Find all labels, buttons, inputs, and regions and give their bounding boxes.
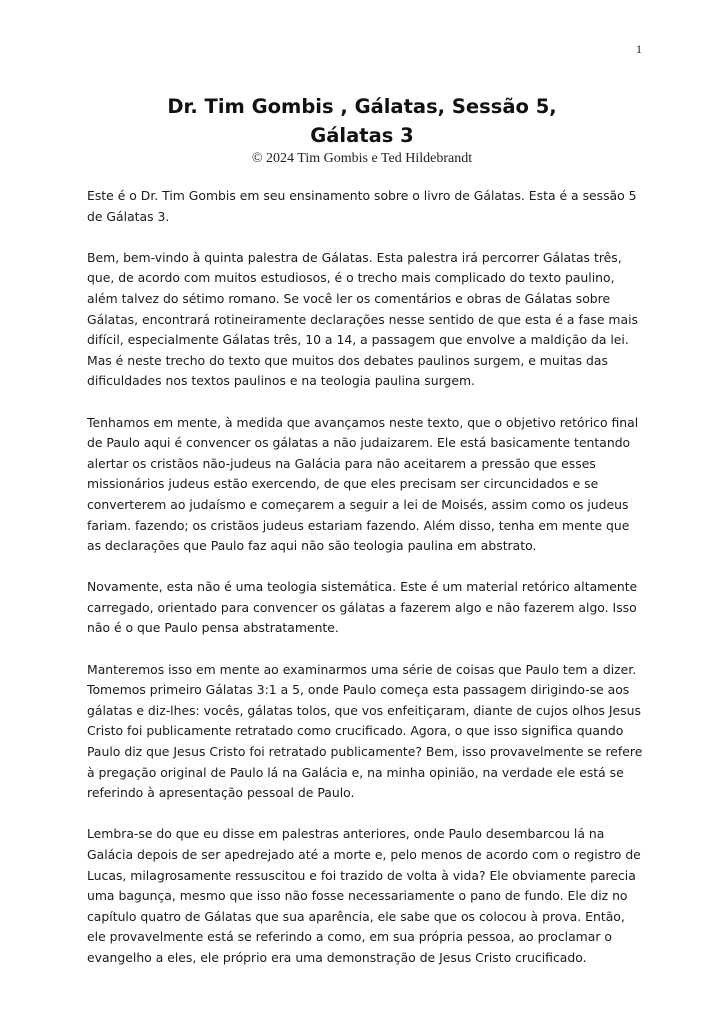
- paragraph: Tenhamos em mente, à medida que avançamos neste texto, que o objetivo retórico final de Paulo aqui é convencer os gálatas a não judaizarem. Ele está basicamente tentando alertar os cristãos não-judeus na Galácia para não aceitarem a pressão que esses missionários judeus estão exercendo, de que eles precisam ser circuncidados e se converterem ao judaísmo e começarem a seguir a lei de Moisés, assim como os judeus fariam. fazendo; os cristãos judeus estariam fazendo. Além disso, tenha em mente que as declarações que Paulo faz aqui não são teologia paulina em abstrato.: [87, 414, 639, 554]
- copyright-line: © 2024 Tim Gombis e Ted Hildebrandt: [251, 151, 473, 166]
- body-text: [87, 186, 645, 989]
- paragraph: Novamente, esta não é uma teologia sistemática. Este é um material retórico altamente carregado, orientado para convencer os gálatas a fazerem algo e não fazerem algo. Isso não é o que Paulo pensa abstratamente.: [87, 579, 638, 636]
- paragraph: Manteremos isso em mente ao examinarmos uma série de coisas que Paulo tem a dizer. Tomemos primeiro Gálatas 3:1 a 5, onde Paulo começa esta passagem dirigindo-se aos gálatas e diz-lhes: vocês, gálatas tolos, que vos enfeitiçaram, diante de cujos olhos Jesus Cristo foi publicamente retratado como crucificado. Agora, o que isso significa quando Paulo diz que Jesus Cristo foi retratado publicamente? Bem, isso provavelmente se refere à pregação original de Paulo lá na Galácia e, na minha opinião, na verdade ele está se referindo à apresentação pessoal de Paulo.: [87, 661, 643, 801]
- paragraph: Lembra-se do que eu disse em palestras anteriores, onde Paulo desembarcou lá na Galácia depois de ser apedrejado até a morte e, pelo menos de acordo com o registro de Lucas, milagrosamente ressuscitou e foi trazido de volta à vida? Ele obviamente parecia uma bagunça, mesmo que isso não fosse necessariamente o pano de fundo. Ele diz no capítulo quatro de Gálatas que sua aparência, ele sabe que os colocou à prova. Então, ele provavelmente está se referindo a como, em sua própria pessoa, ao proclamar o evangelho a eles, ele próprio era uma demonstração de Jesus Cristo crucificado.: [87, 826, 641, 965]
- paragraph: Este é o Dr. Tim Gombis em seu ensinamento sobre o livro de Gálatas. Esta é a sessão 5 de Gálatas 3.: [87, 188, 637, 224]
- title-line-1: Dr. Tim Gombis , Gálatas, Sessão 5,: [167, 95, 557, 118]
- paragraph: Bem, bem-vindo à quinta palestra de Gálatas. Esta palestra irá percorrer Gálatas três, que, de acordo com muitos estudiosos, é o trecho mais complicado do texto paulino, além talvez do sétimo romano. Se você ler os comentários e obras de Gálatas sobre Gálatas, encontrará rotineiramente declarações nesse sentido de que esta é a fase mais difícil, especialmente Gálatas três, 10 a 14, a passagem que envolve a maldição da lei. Mas é neste trecho do texto que muitos dos debates paulinos surgem, e muitas das dificuldades nos textos paulinos e na teologia paulina surgem.: [87, 249, 638, 389]
- title-line-2: Gálatas 3: [310, 124, 414, 147]
- document-title: [0, 92, 724, 150]
- page-number: 1: [636, 42, 642, 56]
